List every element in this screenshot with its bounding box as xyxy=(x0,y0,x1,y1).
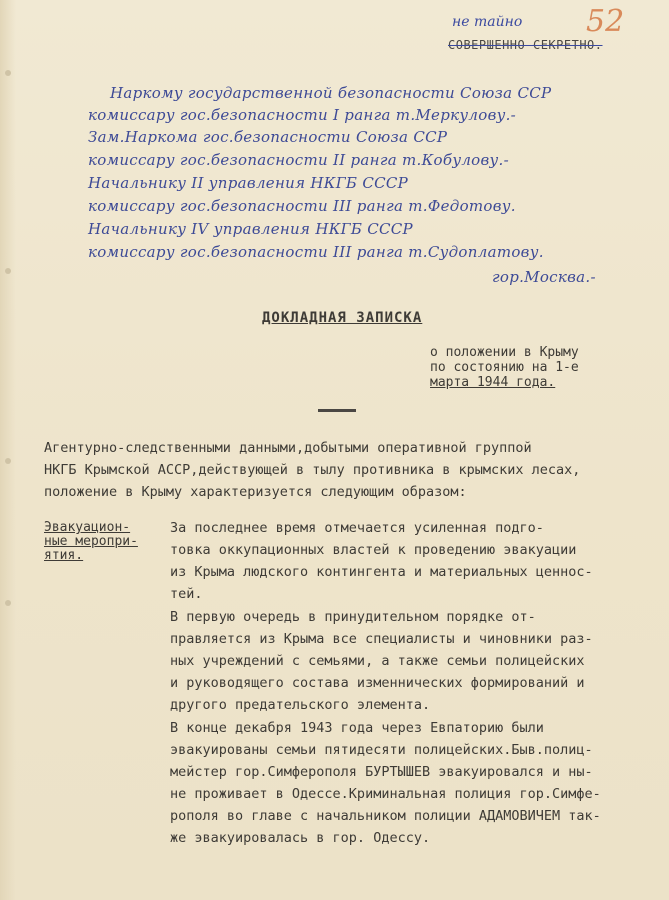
body-line: В первую очередь в принудительном порядке от- xyxy=(170,609,536,625)
body-line: ных учреждений с семьями, а также семьи полицейских xyxy=(170,653,585,669)
secrecy-label: СОВЕРШЕННО СЕКРЕТНО. xyxy=(448,38,603,52)
body-line: другого предательского элемента. xyxy=(170,697,431,713)
addressee-city: гор.Москва.- xyxy=(492,268,596,286)
addressee-line: Начальнику IV управления НКГБ СССР xyxy=(88,220,413,238)
margin-heading-line: Эвакуацион- xyxy=(44,520,131,535)
margin-heading-line: ятия. xyxy=(44,548,84,563)
body-line: эвакуированы семьи пятидесяти полицейских.Быв.полиц- xyxy=(170,742,593,758)
body-line: За последнее время отмечается усиленная подго- xyxy=(170,520,544,536)
binding-hole xyxy=(5,458,11,464)
body-line: из Крыма людского контингента и материальных ценнос- xyxy=(170,564,593,580)
intro-paragraph xyxy=(44,437,656,503)
binding-hole xyxy=(5,600,11,606)
binding-hole xyxy=(5,268,11,274)
intro-line: положение в Крыму характеризуется следующим образом: xyxy=(44,484,467,500)
section-divider xyxy=(318,409,356,412)
classification-stamp xyxy=(440,4,640,60)
body-line: товка оккупационных властей к проведению эвакуации xyxy=(170,542,577,558)
margin-heading xyxy=(44,521,154,563)
body-line: не проживает в Одессе.Криминальная полиция гор.Симфе- xyxy=(170,786,601,802)
body-line: же эвакуировалась в гор. Одессу. xyxy=(170,830,431,846)
page-number: 52 xyxy=(586,4,625,39)
addressee-line: Наркому государственной безопасности Союза ССР xyxy=(110,84,552,102)
body-line: и руководящего состава изменнических формирований и xyxy=(170,675,585,691)
addressee-line: Зам.Наркома гос.безопасности Союза ССР xyxy=(88,128,448,146)
addressee-line: комиссару гос.безопасности I ранга т.Меркулову.- xyxy=(88,106,517,124)
subtitle-line: о положении в Крыму xyxy=(430,345,579,360)
addressee-line: комиссару гос.безопасности III ранга т.Судоплатову. xyxy=(88,243,544,261)
body-line: В конце декабря 1943 года через Евпаторию были xyxy=(170,720,544,736)
binding-hole xyxy=(5,70,11,76)
subtitle-line: марта 1944 года. xyxy=(430,375,556,390)
intro-line: НКГБ Крымской АССР,действующей в тылу противника в крымских лесах, xyxy=(44,462,581,478)
intro-line: Агентурно-следственными данными,добытыми оперативной группой xyxy=(44,440,532,456)
body-line: рополя во главе с начальником полиции АДАМОВИЧЕМ так- xyxy=(170,808,601,824)
page-left-edge xyxy=(0,0,16,900)
body-line: мейстер гор.Симферополя БУРТЫШЕВ эвакуировался и ны- xyxy=(170,764,593,780)
addressee-line: комиссару гос.безопасности II ранга т.Кобулову.- xyxy=(88,151,509,169)
document-title: ДОКЛАДНАЯ ЗАПИСКА xyxy=(262,310,423,326)
handwritten-declassification-note: не тайно xyxy=(452,14,523,30)
body-line: правляется из Крыма все специалисты и чиновники раз- xyxy=(170,631,593,647)
subtitle-line: по состоянию на 1-е xyxy=(430,360,579,375)
addressee-line: комиссару гос.безопасности III ранга т.Федотову. xyxy=(88,197,516,215)
addressee-line: Начальнику II управления НКГБ СССР xyxy=(88,174,409,192)
body-line: тей. xyxy=(170,586,203,602)
document-subtitle xyxy=(430,345,650,390)
margin-heading-line: ные меропри- xyxy=(44,534,138,549)
